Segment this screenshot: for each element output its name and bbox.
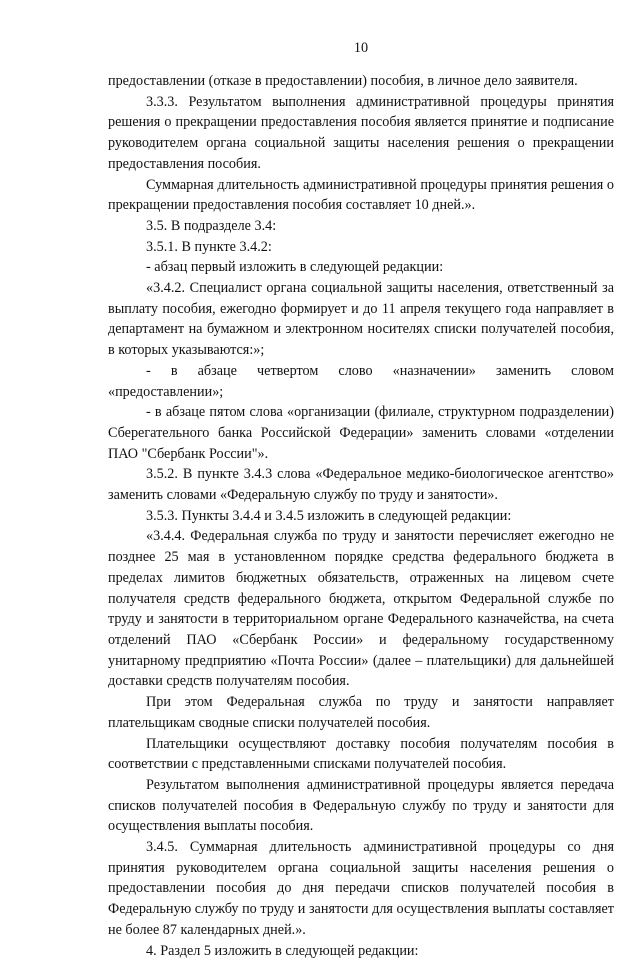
paragraph: При этом Федеральная служба по труду и занятости направляет плательщикам сводные списки получателей пособия. <box>108 694 614 731</box>
paragraph: - в абзаце пятом слова «организации (филиале, структурном подразделении) Сберегательного банка Российской Федерации» заменить словами «отделении ПАО "Сбербанк России"». <box>108 404 614 462</box>
paragraph: Суммарная длительность административной процедуры принятия решения о прекращении предоставления пособия составляет 10 дней.». <box>108 176 614 214</box>
page-number: 10 <box>353 40 369 56</box>
paragraph: 3.5.3. Пункты 3.4.4 и 3.4.5 изложить в следующей редакции: <box>146 507 512 524</box>
paragraph: «3.4.4. Федеральная служба по труду и занятости перечисляет ежегодно не позднее 25 мая в установленном порядке средства федерального бюджета в пределах лимитов бюджетных обязательств, отраженных на лицевом счете получателя средств федерального бюджета, открытом Федеральной службе по труду и занятости в территориальном органе Федерального казначейства, на счета отделений ПАО «Сбербанк России» и федеральному государственному унитарному предприятию «Почта России» (далее – плательщики) для дальнейшей доставки средств получателям пособия. <box>108 528 614 690</box>
paragraph: «3.4.2. Специалист органа социальной защиты населения, ответственный за выплату пособия, ежегодно формирует и до 11 апреля текущего года направляет в департамент на бумажном и электронном носителях списки получателей пособия, в которых указываются:»; <box>108 280 614 359</box>
paragraph: 3.4.5. Суммарная длительность административной процедуры со дня принятия руководителем органа социальной защиты населения решения о предоставлении пособия до дня передачи списков получателей пособия в Федеральную службу по труду и занятости для осуществления выплаты составляет не более 87 календарных дней.». <box>108 839 614 938</box>
paragraph: 3.5.2. В пункте 3.4.3 слова «Федеральное медико-биологическое агентство» заменить словами «Федеральную службу по труду и занятости». <box>108 466 614 504</box>
paragraph: 3.5. В подразделе 3.4: <box>146 217 277 234</box>
paragraph: 3.3.3. Результатом выполнения административной процедуры принятия решения о прекращении предоставления пособия является принятие и подписание руководителем органа социальной защиты населения решения о прекращении предоставления пособия. <box>108 93 614 172</box>
paragraph: 3.5.1. В пункте 3.4.2: <box>146 238 272 255</box>
paragraph: - в абзаце четвертом слово «назначении» заменить словом «предоставлении»; <box>108 362 614 400</box>
paragraph: - абзац первый изложить в следующей редакции: <box>146 259 444 276</box>
paragraph: Плательщики осуществляют доставку пособия получателям пособия в соответствии с представленными списками получателей пособия. <box>108 735 614 773</box>
paragraph: предоставлении (отказе в предоставлении) пособия, в личное дело заявителя. <box>108 73 578 89</box>
document-body <box>108 71 614 961</box>
paragraph: Результатом выполнения административной процедуры является передача списков получателей пособия в Федеральную службу по труду и занятости для осуществления выплаты пособия. <box>108 776 614 835</box>
paragraph: 4. Раздел 5 изложить в следующей редакции: <box>146 942 419 959</box>
